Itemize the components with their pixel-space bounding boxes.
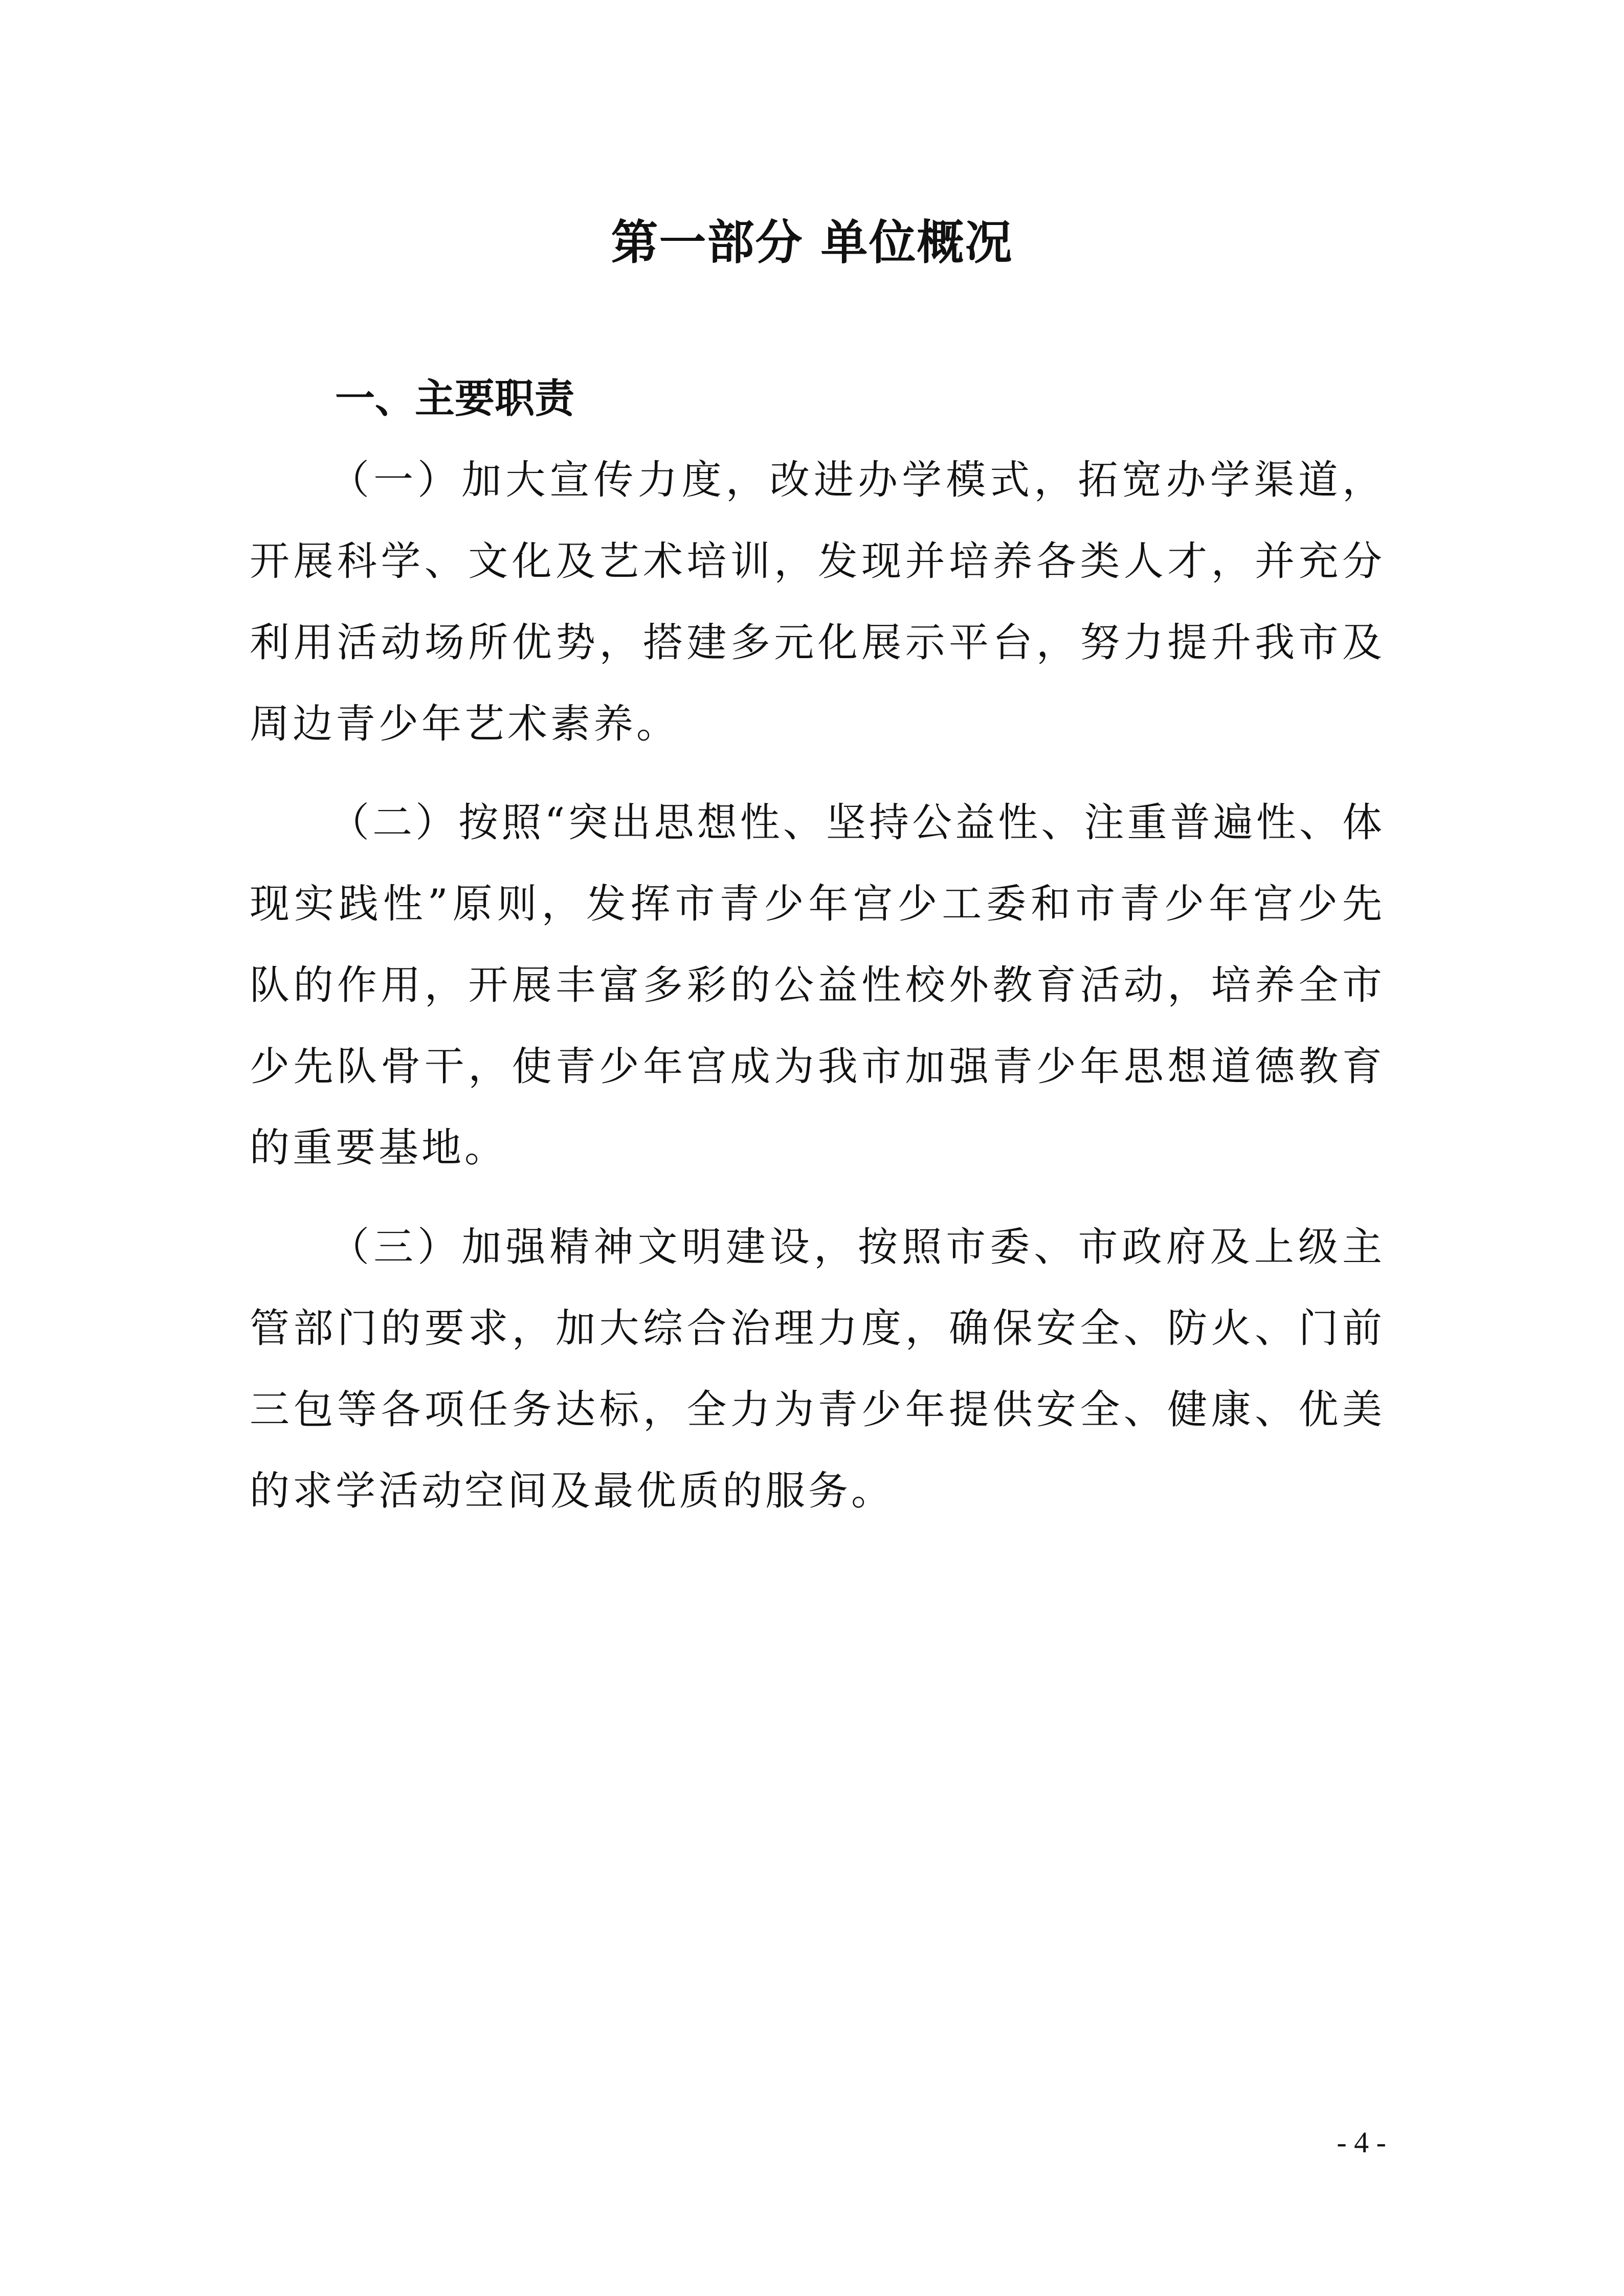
paragraph-1: （一）加大宣传力度，改进办学模式，拓宽办学渠道，开展科学、文化及艺术培训，发现并培养各类人才，并充分利用活动场所优势，搭建多元化展示平台，努力提升我市及周边青少年艺术素养。 <box>250 457 1385 747</box>
paragraph-2: （二）按照“突出思想性、坚持公益性、注重普遍性、体现实践性”原则，发挥市青少年宫少工委和市青少年宫少先队的作用，开展丰富多彩的公益性校外教育活动，培养全市少先队骨干，使青少年宫成为我市加强青少年思想道德教育的重要基地。 <box>250 800 1385 1171</box>
paragraph-3: （三）加强精神文明建设，按照市委、市政府及上级主管部门的要求，加大综合治理力度，确保安全、防火、门前三包等各项任务达标，全力为青少年提供安全、健康、优美的求学活动空间及最优质的服务。 <box>250 1224 1385 1514</box>
page-title: 第一部分 单位概况 <box>611 215 1013 270</box>
section-heading: 一、主要职责 <box>335 376 575 422</box>
page-number: - 4 - <box>1337 2126 1386 2159</box>
